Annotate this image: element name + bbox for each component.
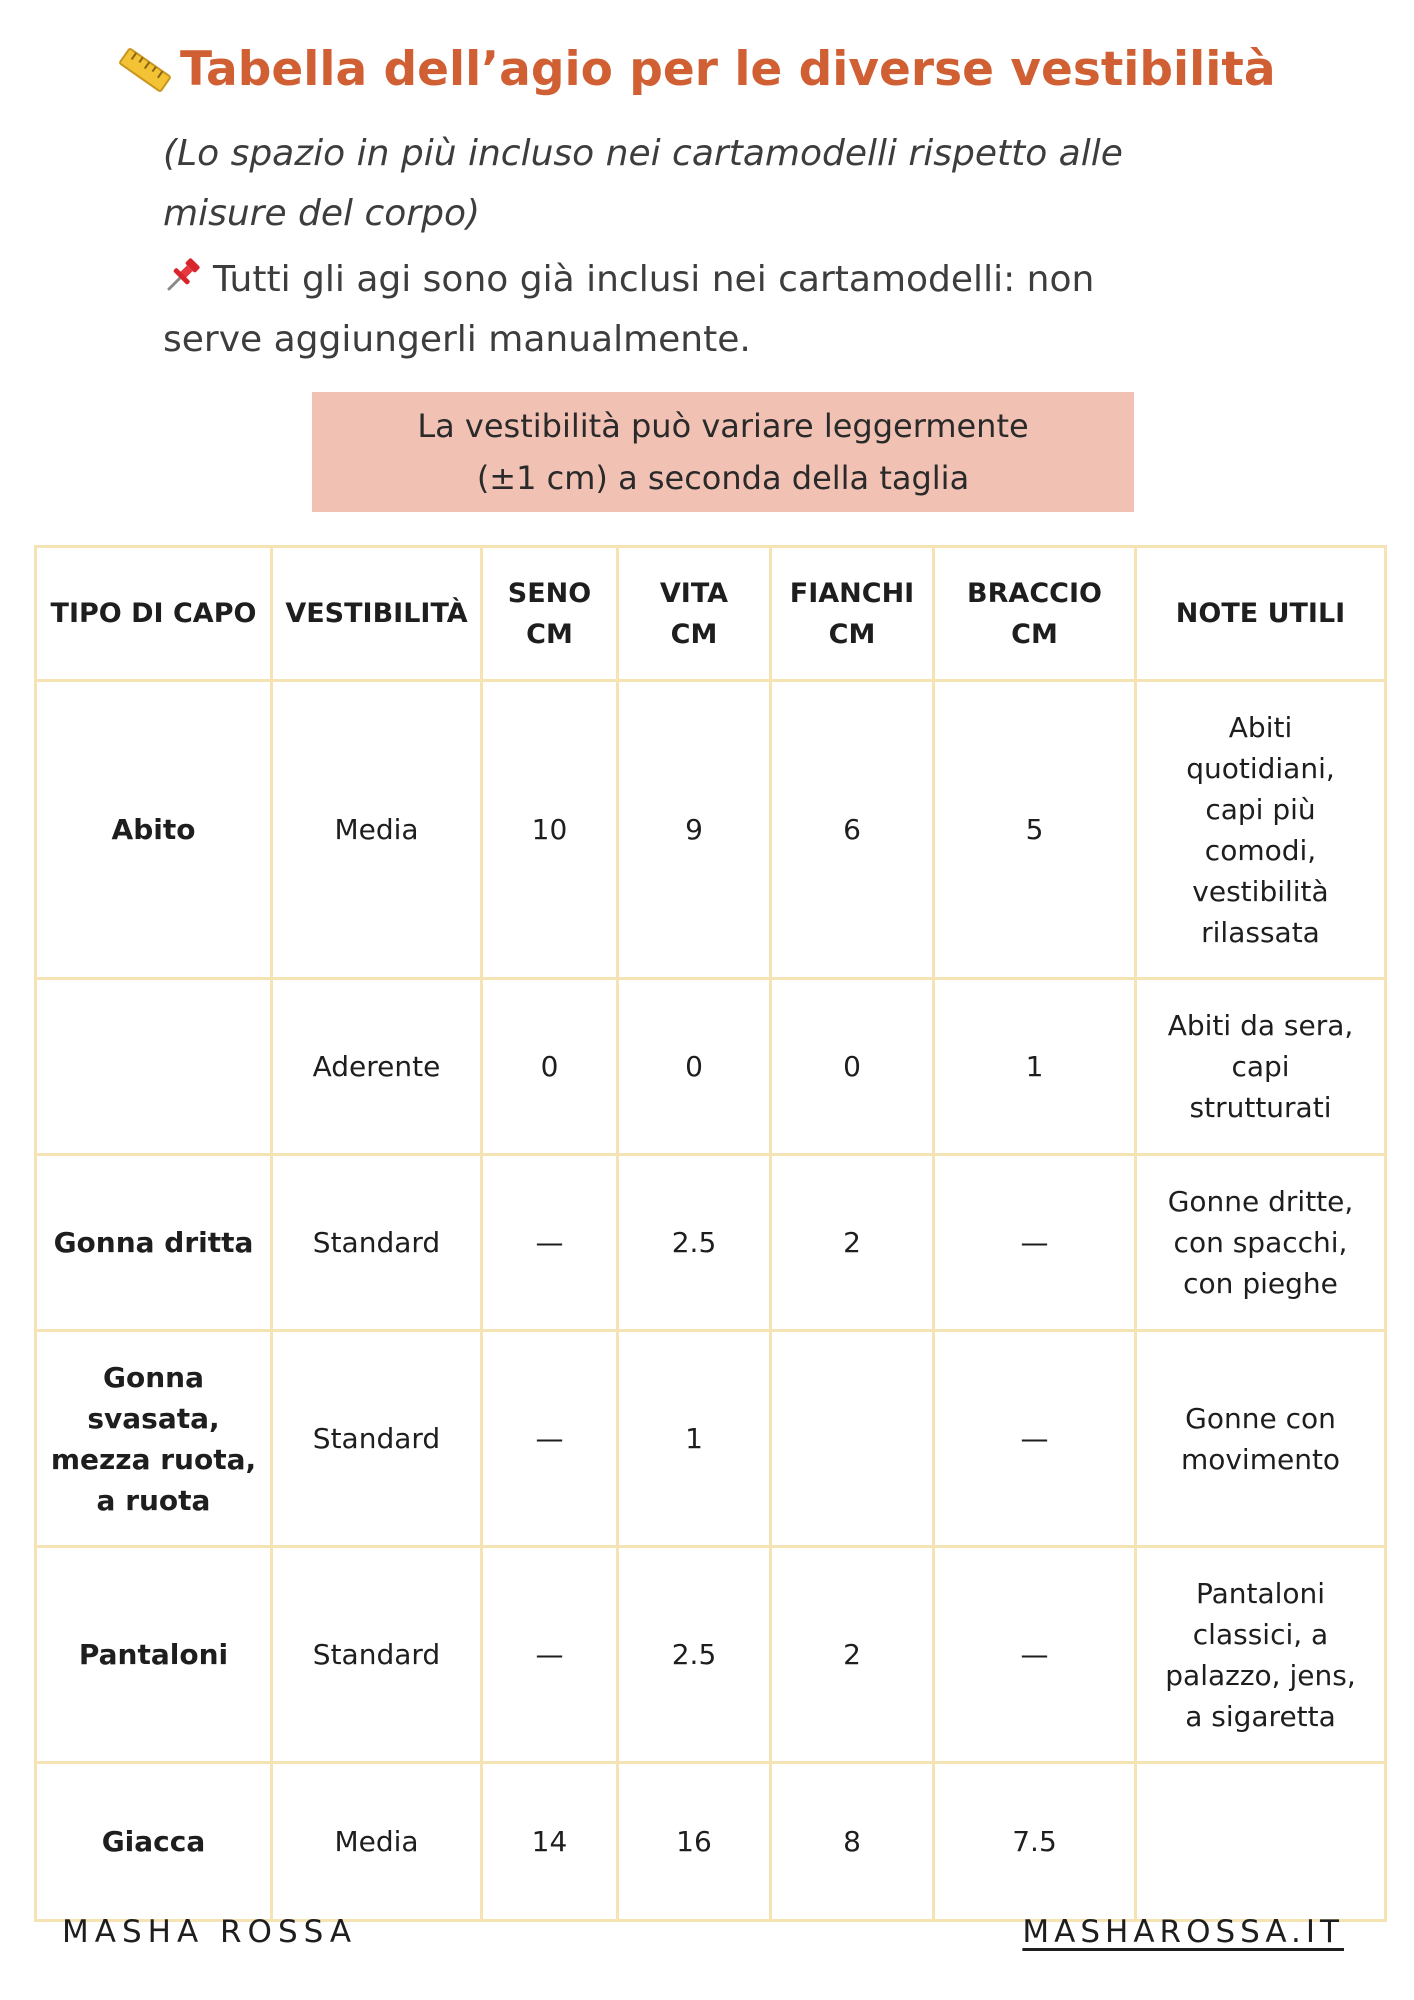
header-line: CM bbox=[828, 618, 876, 650]
cell-type bbox=[36, 1331, 272, 1547]
cell-line: Gonna bbox=[103, 1360, 204, 1394]
header-line: VITA bbox=[659, 577, 729, 609]
cell-waist: 2.5 bbox=[618, 1155, 771, 1331]
cell-bust: 10 bbox=[482, 681, 618, 979]
cell-waist: 2.5 bbox=[618, 1547, 771, 1763]
subtitle-line: (Lo spazio in più incluso nei cartamodelli rispetto alle bbox=[163, 133, 1123, 174]
cell-line: svasata, bbox=[87, 1401, 220, 1435]
cell-line: classici, a bbox=[1192, 1617, 1329, 1651]
cell-line: a ruota bbox=[96, 1483, 211, 1517]
cell-line: Gonne dritte, bbox=[1167, 1185, 1354, 1218]
cell-line: Giacca bbox=[101, 1825, 206, 1858]
table-row bbox=[36, 1763, 1386, 1921]
included-note bbox=[163, 250, 1263, 370]
cell-line: a sigaretta bbox=[1185, 1699, 1336, 1733]
header-row bbox=[36, 547, 1386, 681]
cell-type bbox=[36, 1763, 272, 1921]
cell-hips bbox=[771, 1331, 934, 1547]
cell-line: Gonne con bbox=[1185, 1401, 1336, 1435]
cell-line: rilassata bbox=[1201, 915, 1320, 949]
cell-line: Gonna dritta bbox=[53, 1226, 254, 1259]
cell-bust: 14 bbox=[482, 1763, 618, 1921]
size-variation-banner bbox=[312, 392, 1134, 512]
cell-notes bbox=[1136, 979, 1386, 1155]
cell-type bbox=[36, 1547, 272, 1763]
header-line: CM bbox=[1011, 618, 1058, 650]
cell-notes bbox=[1136, 1331, 1386, 1547]
cell-fit: Standard bbox=[272, 1155, 482, 1331]
cell-waist: 0 bbox=[618, 979, 771, 1155]
table-row bbox=[36, 1155, 1386, 1331]
cell-fit: Media bbox=[272, 681, 482, 979]
subtitle bbox=[163, 124, 1263, 244]
column-header-hips bbox=[771, 547, 934, 681]
table-row bbox=[36, 1331, 1386, 1547]
header-line: CM bbox=[526, 618, 573, 650]
cell-fit: Standard bbox=[272, 1331, 482, 1547]
column-header-waist bbox=[618, 547, 771, 681]
table-row bbox=[36, 979, 1386, 1155]
table-row bbox=[36, 1547, 1386, 1763]
cell-hips: 0 bbox=[771, 979, 934, 1155]
cell-notes bbox=[1136, 1763, 1386, 1921]
header-line: FIANCHI bbox=[789, 577, 915, 609]
column-header-fit: VESTIBILITÀ bbox=[272, 547, 482, 681]
cell-fit: Standard bbox=[272, 1547, 482, 1763]
column-header-bust bbox=[482, 547, 618, 681]
cell-line: Abito bbox=[111, 813, 196, 846]
header-line: CM bbox=[670, 618, 718, 650]
cell-line: strutturati bbox=[1189, 1091, 1332, 1124]
cell-line: movimento bbox=[1180, 1442, 1341, 1476]
cell-line: capi più bbox=[1205, 792, 1316, 826]
cell-line: palazzo, jens, bbox=[1165, 1658, 1356, 1692]
cell-hips: 2 bbox=[771, 1155, 934, 1331]
banner-line: La vestibilità può variare leggermente bbox=[417, 407, 1029, 445]
cell-bust: — bbox=[482, 1547, 618, 1763]
cell-type bbox=[36, 979, 272, 1155]
cell-notes bbox=[1136, 1155, 1386, 1331]
table-row bbox=[36, 681, 1386, 979]
cell-waist: 9 bbox=[618, 681, 771, 979]
footer-website-link[interactable]: MASHAROSSA.IT bbox=[1022, 1914, 1344, 1950]
header-line: SENO bbox=[507, 577, 592, 609]
cell-line: con pieghe bbox=[1183, 1267, 1338, 1300]
cell-notes bbox=[1136, 681, 1386, 979]
header-line: BRACCIO bbox=[967, 577, 1102, 609]
cell-arm: 5 bbox=[934, 681, 1136, 979]
cell-fit: Media bbox=[272, 1763, 482, 1921]
cell-hips: 8 bbox=[771, 1763, 934, 1921]
ease-table bbox=[34, 545, 1387, 1922]
cell-line: quotidiani, bbox=[1186, 751, 1335, 785]
cell-arm: — bbox=[934, 1331, 1136, 1547]
column-header-type: TIPO DI CAPO bbox=[36, 547, 272, 681]
cell-line: mezza ruota, bbox=[50, 1442, 257, 1476]
cell-line: capi bbox=[1231, 1050, 1290, 1083]
note-line: serve aggiungerli manualmente. bbox=[163, 319, 751, 360]
cell-line: Abiti bbox=[1228, 710, 1293, 744]
banner-line: (±1 cm) a seconda della taglia bbox=[476, 459, 970, 497]
cell-waist: 1 bbox=[618, 1331, 771, 1547]
cell-type bbox=[36, 1155, 272, 1331]
cell-bust: — bbox=[482, 1155, 618, 1331]
cell-hips: 2 bbox=[771, 1547, 934, 1763]
cell-hips: 6 bbox=[771, 681, 934, 979]
footer-brand: MASHA ROSSA bbox=[62, 1914, 358, 1950]
cell-waist: 16 bbox=[618, 1763, 771, 1921]
cell-bust: 0 bbox=[482, 979, 618, 1155]
cell-line: con spacchi, bbox=[1173, 1226, 1348, 1259]
note-text: Tutti gli agi sono già inclusi nei cartamodelli: non bbox=[213, 259, 1095, 300]
subtitle-line: misure del corpo) bbox=[163, 193, 481, 234]
cell-arm: 1 bbox=[934, 979, 1136, 1155]
note-line bbox=[163, 250, 1263, 310]
cell-line: Pantaloni bbox=[78, 1638, 229, 1671]
column-header-arm bbox=[934, 547, 1136, 681]
cell-line: Abiti da sera, bbox=[1167, 1009, 1354, 1042]
cell-line: comodi, bbox=[1204, 833, 1317, 867]
cell-line: Pantaloni bbox=[1195, 1576, 1326, 1610]
cell-arm: — bbox=[934, 1155, 1136, 1331]
cell-arm: 7.5 bbox=[934, 1763, 1136, 1921]
cell-fit: Aderente bbox=[272, 979, 482, 1155]
column-header-notes: NOTE UTILI bbox=[1136, 547, 1386, 681]
page-title: Tabella dell’agio per le diverse vestibilità bbox=[180, 42, 1276, 97]
cell-type bbox=[36, 681, 272, 979]
cell-arm: — bbox=[934, 1547, 1136, 1763]
ruler-icon bbox=[118, 43, 172, 97]
cell-notes bbox=[1136, 1547, 1386, 1763]
cell-line: vestibilità bbox=[1192, 874, 1329, 908]
title-row bbox=[118, 42, 1276, 97]
pushpin-icon bbox=[163, 255, 203, 295]
cell-bust: — bbox=[482, 1331, 618, 1547]
